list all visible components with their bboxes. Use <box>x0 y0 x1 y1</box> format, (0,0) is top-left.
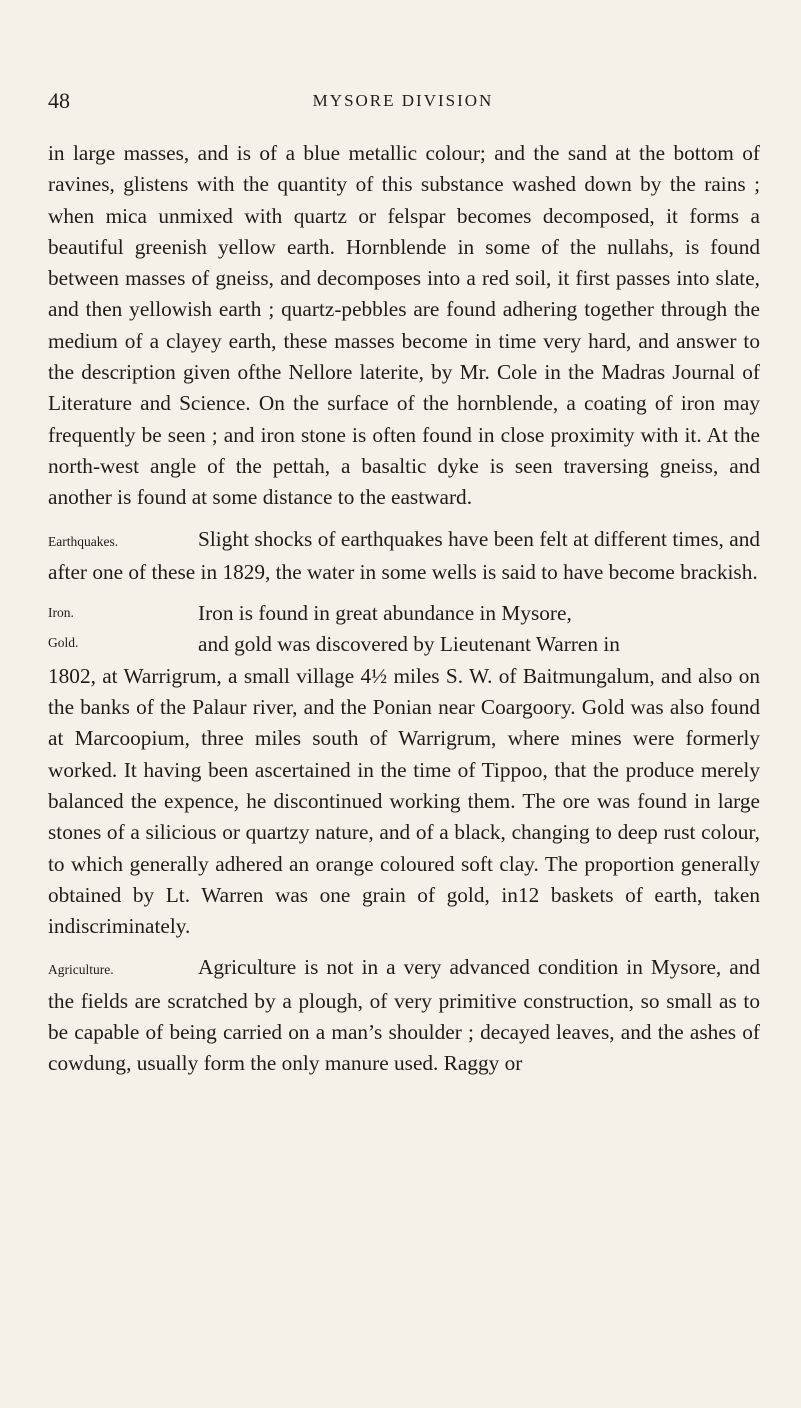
paragraph-earthquakes <box>48 524 760 589</box>
page-number: 48 <box>48 88 70 113</box>
earthquakes-text: Slight shocks of earthquakes have been felt at different times, and after one of these in 1829, the water in some wells is said to have become brackish. <box>48 526 760 584</box>
paragraph-iron-gold <box>48 598 760 942</box>
running-head: MYSORE DIVISION <box>312 91 494 110</box>
iron-gold-opening: Iron is found in great abundance in Mysore, and gold was discovered by Lieutenant Warren in <box>198 601 620 657</box>
margin-note-iron: Iron. <box>48 605 74 621</box>
body-text <box>48 138 760 1090</box>
paragraph-geology: in large masses, and is of a blue metallic colour; and the sand at the bottom of ravines, glistens with the quantity of this substance washed down by the rains ; when mica unmixed with quartz or felspar becomes decomposed, it forms a beautiful greenish yellow earth. Hornblende in some of the nullahs, is found between masses of gneiss, and decomposes into a red soil, it first passes into slate, and then yellowish earth ; quartz-pebbles are found adhering together through the medium of a clayey earth, these masses become in time very hard, and answer to the description given ofthe Nellore laterite, by Mr. Cole in the Madras Journal of Literature and Science. On the surface of the hornblende, a coating of iron may frequently be seen ; and iron stone is often found in close proximity with it. At the north-west angle of the pettah, a basaltic dyke is seen traversing gneiss, and another is found at some distance to the eastward. <box>48 141 760 510</box>
paragraph-agriculture <box>48 952 760 1079</box>
iron-gold-text: 1802, at Warrigrum, a small village 4½ miles S. W. of Baitmungalum, and also on the banks of the Palaur river, and the Ponian near Coargoory. Gold was also found at Marcoopium, three miles south of Warrigrum, where mines were formerly worked. It having been ascertained in the time of Tippoo, that the produce merely balanced the expence, he discontinued working them. The ore was found in large stones of a silicious or quartzy nature, and of a black, changing to deep rust colour, to which generally adhered an orange coloured soft clay. The proportion generally obtained by Lt. Warren was one grain of gold, in12 baskets of earth, taken indiscriminately. <box>48 663 760 939</box>
agriculture-text: Agriculture is not in a very advanced condition in Mysore, and the fields are scratched by a plough, of very primitive construction, so small as to be capable of being carried on a man’s shoulder ; decayed leaves, and the ashes of cowdung, usually form the only manure used. Raggy or <box>48 955 760 1076</box>
page-header <box>48 88 758 118</box>
margin-notes-iron-gold <box>48 598 198 658</box>
margin-note-gold: Gold. <box>48 635 79 651</box>
margin-note-earthquakes: Earthquakes. <box>48 533 119 549</box>
margin-note-agriculture: Agriculture. <box>48 962 114 978</box>
